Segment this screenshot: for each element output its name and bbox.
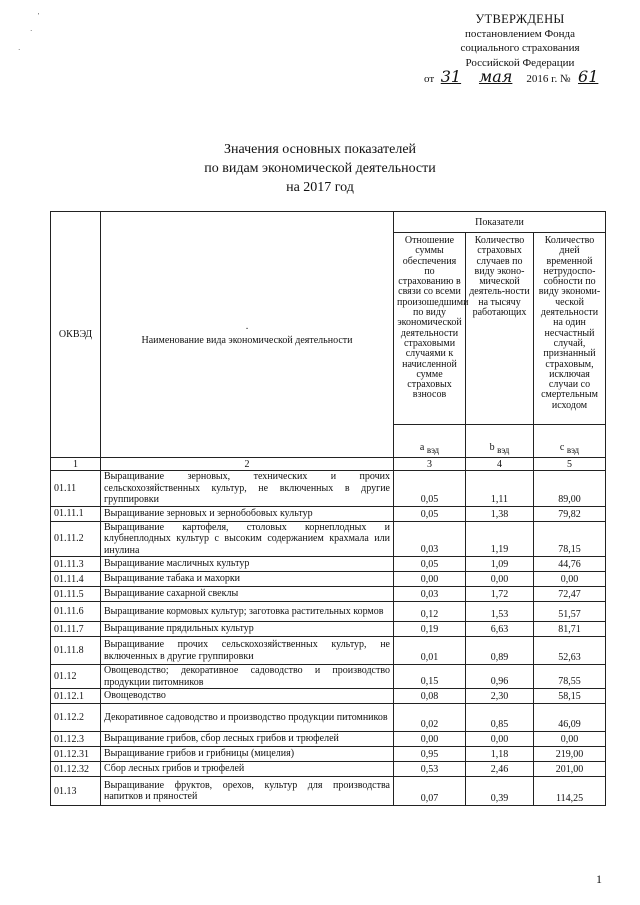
table-row (51, 747, 606, 762)
date-year: 2016 г. № (526, 73, 571, 85)
table-row (51, 557, 606, 572)
okved-code: 01.12.2 (51, 704, 101, 732)
value-b: 0,96 (466, 665, 534, 689)
value-a: 0,53 (394, 762, 466, 777)
symbol-b-letter: b (489, 442, 495, 453)
date-prefix: от (424, 73, 435, 85)
activity-name: Выращивание табака и махорки (101, 572, 394, 587)
value-a: 0,03 (394, 587, 466, 602)
activity-name: Овощеводство (101, 689, 394, 704)
value-a: 0,95 (394, 747, 466, 762)
title-line: по видам экономической деятельности (204, 161, 436, 176)
activity-name: Выращивание сахарной свеклы (101, 587, 394, 602)
value-c: 81,71 (534, 622, 606, 637)
table-row (51, 506, 606, 521)
header-activity-name (101, 212, 394, 458)
activity-name: Выращивание картофеля, столовых корнеплодных и клубнеплодных культур с высоким содержанием крахмала или инулина (101, 521, 394, 557)
approval-stamp (420, 12, 620, 87)
symbol-subscript: вэд (566, 445, 580, 455)
table-row (51, 689, 606, 704)
table-row (51, 521, 606, 557)
column-number: 5 (534, 458, 606, 471)
table-row (51, 762, 606, 777)
activity-name: Выращивание прочих сельскохозяйственных культур, не включенных в другие группировки (101, 637, 394, 665)
value-b: 1,09 (466, 557, 534, 572)
okved-code: 01.12 (51, 665, 101, 689)
okved-code: 01.11.5 (51, 587, 101, 602)
okved-code: 01.11.2 (51, 521, 101, 557)
symbol-a-letter: a (419, 442, 425, 453)
table-row (51, 732, 606, 747)
scan-speck: · (18, 46, 21, 54)
value-a: 0,12 (394, 602, 466, 622)
value-c: 78,15 (534, 521, 606, 557)
column-number: 4 (466, 458, 534, 471)
header-okved: ОКВЭД (51, 212, 101, 458)
okved-code: 01.11 (51, 471, 101, 507)
handwritten-day: 31 (440, 67, 462, 86)
value-b: 0,85 (466, 704, 534, 732)
symbol-c-letter: c (559, 442, 565, 453)
column-number: 2 (101, 458, 394, 471)
approval-title: УТВЕРЖДЕНЫ (475, 12, 565, 26)
okved-code: 01.11.3 (51, 557, 101, 572)
activity-name: Выращивание грибов и грибницы (мицелия) (101, 747, 394, 762)
okved-code: 01.11.8 (51, 637, 101, 665)
activity-name: Выращивание зерновых и зернобобовых культур (101, 506, 394, 521)
okved-code: 01.12.31 (51, 747, 101, 762)
value-c: 58,15 (534, 689, 606, 704)
okved-code: 01.12.1 (51, 689, 101, 704)
value-c: 0,00 (534, 572, 606, 587)
value-b: 6,63 (466, 622, 534, 637)
handwritten-month: мая (478, 67, 513, 86)
table-row (51, 622, 606, 637)
value-b: 0,89 (466, 637, 534, 665)
value-b: 0,00 (466, 572, 534, 587)
activity-name: Выращивание грибов, сбор лесных грибов и трюфелей (101, 732, 394, 747)
value-b: 1,18 (466, 747, 534, 762)
value-a: 0,05 (394, 506, 466, 521)
scan-speck: ' (38, 12, 40, 20)
value-a: 0,02 (394, 704, 466, 732)
value-b: 2,30 (466, 689, 534, 704)
value-a: 0,08 (394, 689, 466, 704)
value-b: 1,72 (466, 587, 534, 602)
table-row (51, 587, 606, 602)
header-col-c: Количество дней временной нетрудоспо-собности по виду экономи-ческой деятельности на один несчастный случай, признанный страховым, исключая случаи со смертельным исходом (534, 233, 606, 425)
okved-code: 01.13 (51, 777, 101, 806)
value-c: 114,25 (534, 777, 606, 806)
symbol-a (394, 425, 466, 458)
okved-code: 01.11.1 (51, 506, 101, 521)
value-a: 0,05 (394, 471, 466, 507)
symbol-subscript: вэд (426, 445, 440, 455)
table-row (51, 602, 606, 622)
value-c: 46,09 (534, 704, 606, 732)
value-c: 78,55 (534, 665, 606, 689)
approval-line: Российской Федерации (465, 56, 575, 69)
value-a: 0,05 (394, 557, 466, 572)
header-col-b: Количество страховых случаев по виду эконо-мической деятель-ности на тысячу работающих (466, 233, 534, 425)
value-b: 1,53 (466, 602, 534, 622)
activity-name: Выращивание прядильных культур (101, 622, 394, 637)
activity-name: Овощеводство; декоративное садоводство и производство продукции питомников (101, 665, 394, 689)
value-c: 72,47 (534, 587, 606, 602)
title-line: Значения основных показателей (223, 142, 417, 157)
value-a: 0,00 (394, 732, 466, 747)
column-number-row (51, 458, 606, 471)
table-row (51, 777, 606, 806)
activity-name: Сбор лесных грибов и трюфелей (101, 762, 394, 777)
table-row (51, 665, 606, 689)
value-a: 0,00 (394, 572, 466, 587)
column-number: 1 (51, 458, 101, 471)
symbol-subscript: вэд (497, 445, 510, 455)
value-c: 219,00 (534, 747, 606, 762)
value-b: 0,39 (466, 777, 534, 806)
okved-code: 01.12.3 (51, 732, 101, 747)
value-c: 44,76 (534, 557, 606, 572)
value-a: 0,03 (394, 521, 466, 557)
header-indicators: Показатели (394, 212, 606, 233)
value-b: 1,11 (466, 471, 534, 507)
value-b: 2,46 (466, 762, 534, 777)
table-row (51, 471, 606, 507)
value-c: 0,00 (534, 732, 606, 747)
scan-speck: · (30, 27, 33, 35)
handwritten-number: 61 (578, 67, 599, 86)
value-c: 52,63 (534, 637, 606, 665)
value-b: 1,19 (466, 521, 534, 557)
table-row (51, 704, 606, 732)
value-a: 0,07 (394, 777, 466, 806)
approval-line: социального страхования (460, 42, 580, 54)
indicators-table (50, 211, 606, 806)
activity-name: Выращивание зерновых, технических и прочих сельскохозяйственных культур, не включенных в другие группировки (101, 471, 394, 507)
value-b: 1,38 (466, 506, 534, 521)
activity-name: Выращивание кормовых культур; заготовка растительных кормов (101, 602, 394, 622)
okved-code: 01.12.32 (51, 762, 101, 777)
value-c: 89,00 (534, 471, 606, 507)
okved-code: 01.11.4 (51, 572, 101, 587)
title-line: на 2017 год (286, 180, 354, 195)
scan-speck: · (245, 323, 249, 335)
table-row (51, 572, 606, 587)
value-a: 0,15 (394, 665, 466, 689)
activity-name: Выращивание фруктов, орехов, культур для производства напитков и пряностей (101, 777, 394, 806)
symbol-c (534, 425, 606, 458)
approval-date-line (420, 67, 620, 87)
table-row (51, 637, 606, 665)
document-title (150, 140, 490, 197)
header-activity-name-text: Наименование вида экономической деятельности (141, 334, 353, 346)
page-number: 1 (596, 872, 602, 886)
approval-line: постановлением Фонда (464, 27, 576, 40)
symbol-b (466, 425, 534, 458)
value-c: 201,00 (534, 762, 606, 777)
activity-name: Декоративное садоводство и производство продукции питомников (101, 704, 394, 732)
value-c: 51,57 (534, 602, 606, 622)
header-row (51, 212, 606, 233)
value-a: 0,01 (394, 637, 466, 665)
value-b: 0,00 (466, 732, 534, 747)
header-col-a: Отношение суммы обеспечения по страхованию в связи со всеми произошедшими по виду экономической деятельности страховыми случаями к начисленной сумме страховых взносов (394, 233, 466, 425)
okved-code: 01.11.7 (51, 622, 101, 637)
value-a: 0,19 (394, 622, 466, 637)
column-number: 3 (394, 458, 466, 471)
okved-code: 01.11.6 (51, 602, 101, 622)
activity-name: Выращивание масличных культур (101, 557, 394, 572)
value-c: 79,82 (534, 506, 606, 521)
